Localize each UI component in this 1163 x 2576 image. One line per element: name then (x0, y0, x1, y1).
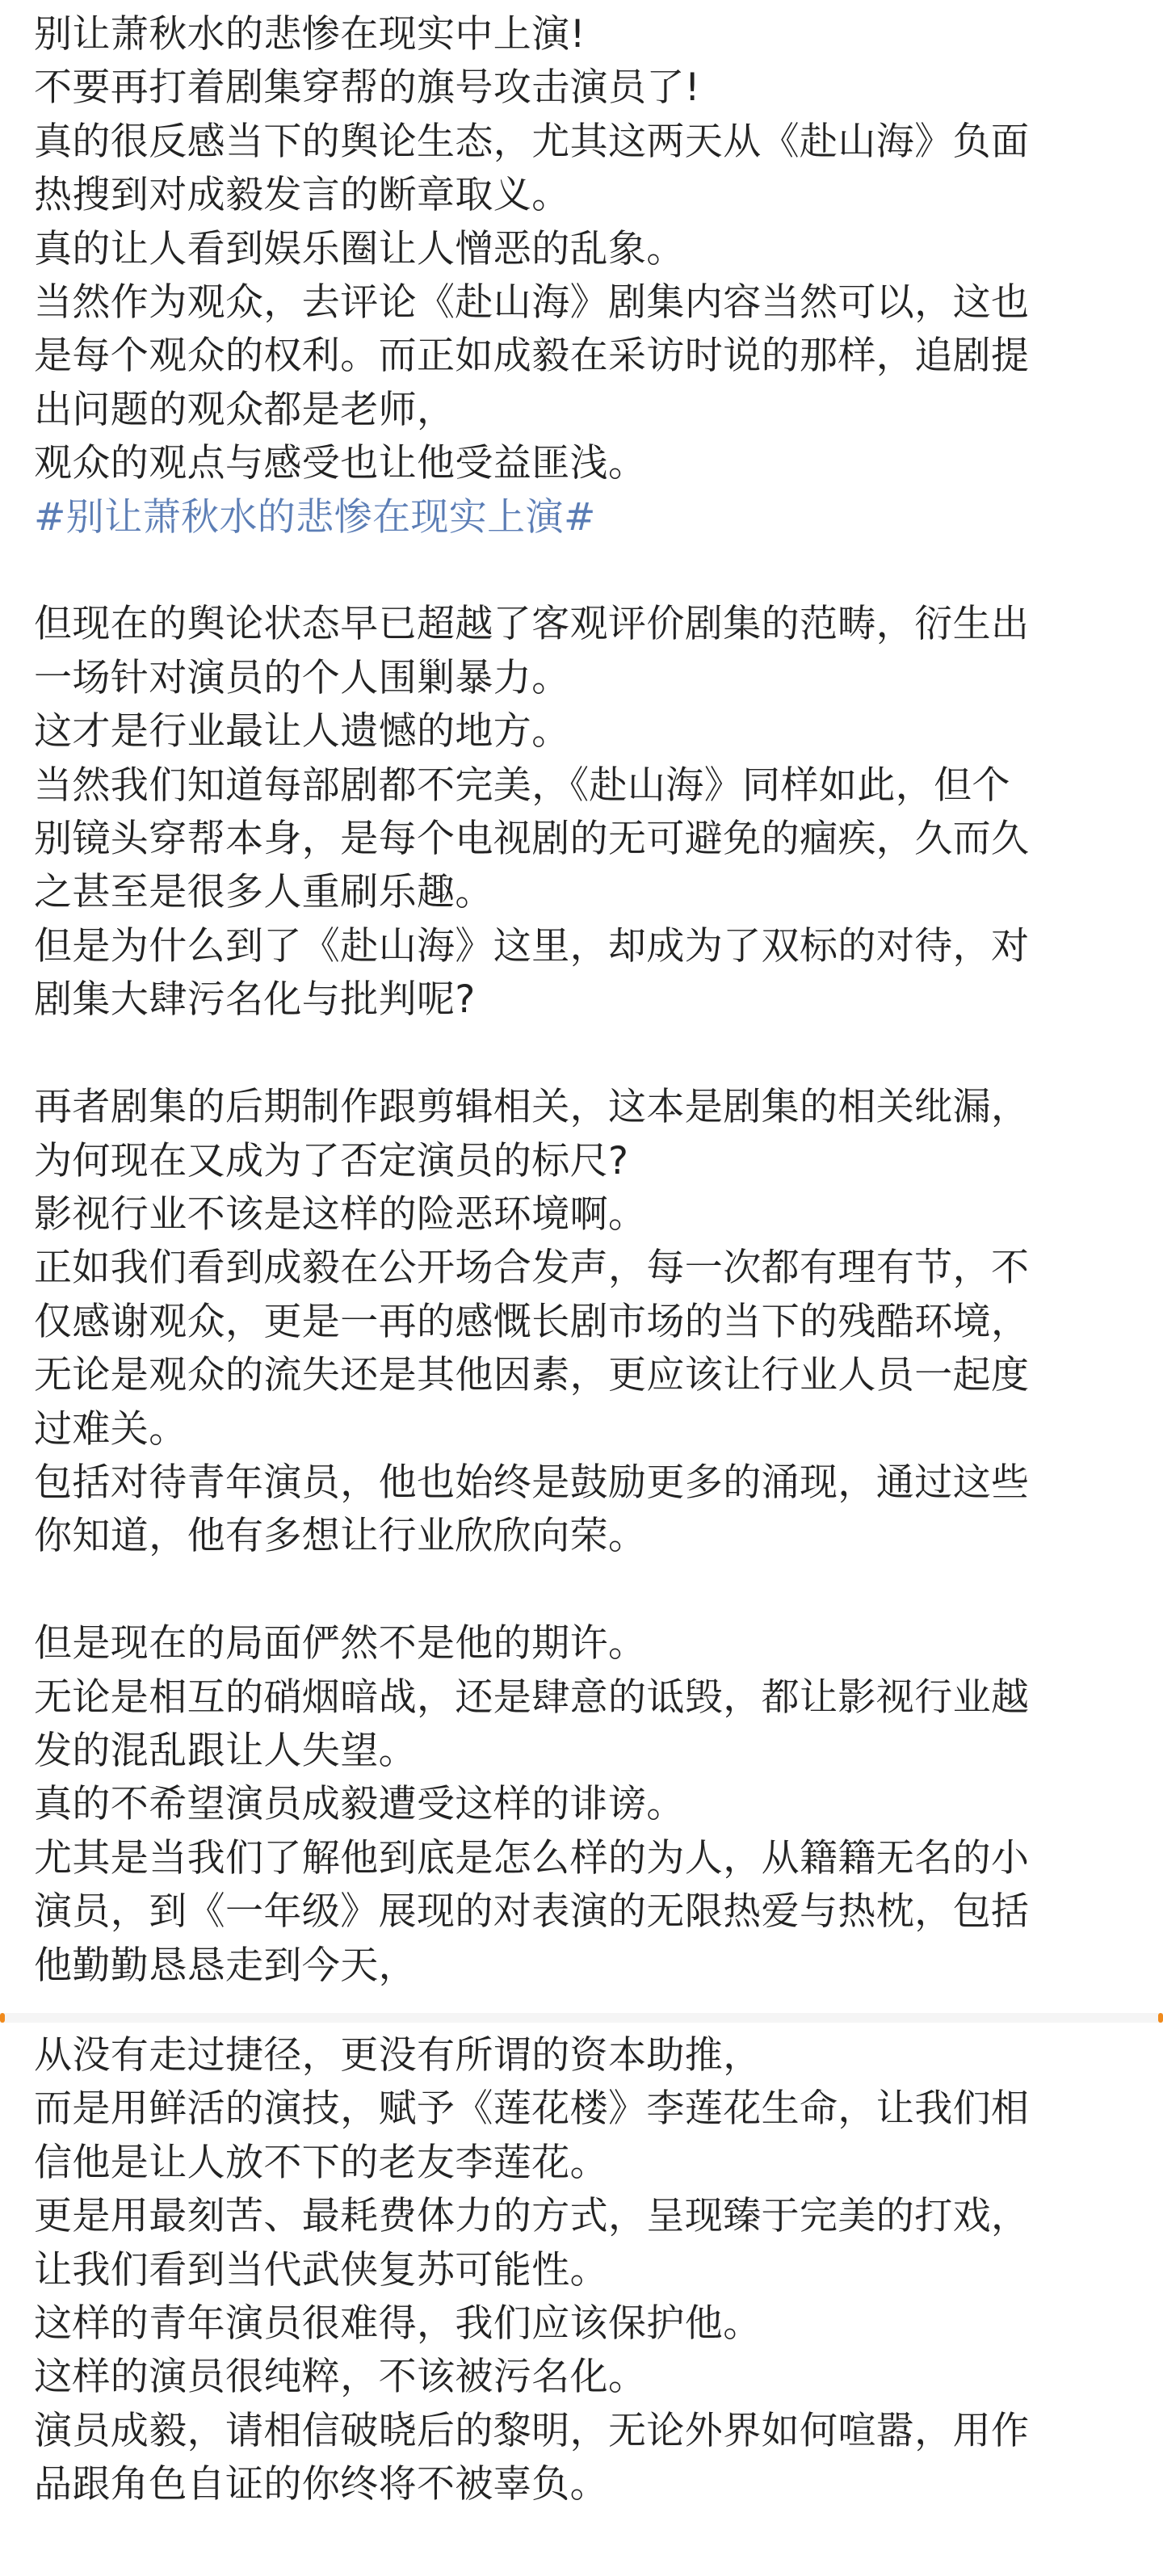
paragraph-gap (34, 1027, 1148, 1081)
paragraph-5 (34, 2029, 1148, 2512)
text-line: 品跟角色自证的你终将不被辜负。 (34, 2462, 608, 2507)
text-line: 但现在的舆论状态早已超越了客观评价剧集的范畴，衍生出 (34, 602, 1030, 647)
paragraph-gap (34, 544, 1148, 598)
text-line: 是每个观众的权利。而正如成毅在采访时说的那样，追剧提 (34, 334, 1030, 379)
text-line: 当然作为观众，去评论《赴山海》剧集内容当然可以，这也 (34, 280, 1030, 326)
text-line: 观众的观点与感受也让他受益匪浅。 (34, 441, 647, 486)
text-line: 演员，到《一年级》展现的对表演的无限热爱与热枕，包括 (34, 1889, 1030, 1935)
text-line: 这才是行业最让人遗憾的地方。 (34, 709, 570, 754)
text-line: 无论是相互的硝烟暗战，还是肆意的诋毁，都让影视行业越 (34, 1675, 1030, 1720)
text-line: 当然我们知道每部剧都不完美，《赴山海》同样如此，但个 (34, 763, 1010, 808)
text-line: 尤其是当我们了解他到底是怎么样的为人，从籍籍无名的小 (34, 1835, 1030, 1881)
text-line: 仅感谢观众，更是一再的感慨长剧市场的当下的残酷环境， (34, 1299, 1030, 1344)
post-body (34, 8, 1148, 1993)
paragraph-1 (34, 8, 1148, 544)
paragraph-2 (34, 598, 1148, 1027)
text-line: 之甚至是很多人重刷乐趣。 (34, 870, 493, 915)
image-divider (0, 2013, 1163, 2023)
text-line: 你知道，他有多想让行业欣欣向荣。 (34, 1514, 647, 1559)
text-line: 别镜头穿帮本身，是每个电视剧的无可避免的痼疾，久而久 (34, 817, 1030, 862)
text-line: 一场针对演员的个人围剿暴力。 (34, 655, 570, 700)
text-line: 发的混乱跟让人失望。 (34, 1728, 417, 1773)
text-line: 包括对待青年演员，他也始终是鼓励更多的涌现，通过这些 (34, 1460, 1030, 1505)
text-line: 为何现在又成为了否定演员的标尺? (34, 1138, 629, 1183)
text-line: 而是用鲜活的演技，赋予《莲花楼》李莲花生命，让我们相 (34, 2086, 1030, 2132)
text-line: 他勤勤恳恳走到今天， (34, 1943, 417, 1988)
text-line: 这样的青年演员很难得，我们应该保护他。 (34, 2301, 762, 2347)
paragraph-gap (34, 1564, 1148, 1617)
text-line: 真的很反感当下的舆论生态，尤其这两天从《赴山海》负面 (34, 119, 1030, 164)
text-line: 这样的演员很纯粹，不该被污名化。 (34, 2355, 647, 2400)
text-line: 过难关。 (34, 1406, 187, 1452)
paragraph-4 (34, 1617, 1148, 1993)
text-line: 信他是让人放不下的老友李莲花。 (34, 2140, 608, 2185)
text-line: 更是用最刻苦、最耗费体力的方式，呈现臻于完美的打戏， (34, 2194, 1030, 2239)
text-line: 再者剧集的后期制作跟剪辑相关，这本是剧集的相关纰漏， (34, 1085, 1030, 1130)
text-line: 出问题的观众都是老师， (34, 387, 456, 432)
text-line: 不要再打着剧集穿帮的旗号攻击演员了! (34, 65, 701, 111)
text-line: 但是为什么到了《赴山海》这里，却成为了双标的对待，对 (34, 923, 1030, 969)
text-line: 真的不希望演员成毅遭受这样的诽谤。 (34, 1782, 685, 1827)
text-line: 真的让人看到娱乐圈让人憎恶的乱象。 (34, 226, 685, 271)
text-line: 无论是观众的流失还是其他因素，更应该让行业人员一起度 (34, 1353, 1030, 1398)
post-body-continued (34, 2029, 1148, 2512)
text-line: 热搜到对成毅发言的断章取义。 (34, 173, 570, 218)
text-line: 演员成毅，请相信破晓后的黎明，无论外界如何喧嚣，用作 (34, 2408, 1030, 2453)
text-line: 影视行业不该是这样的险恶环境啊。 (34, 1191, 647, 1237)
text-line: 让我们看到当代武侠复苏可能性。 (34, 2247, 608, 2292)
hashtag-link[interactable]: #别让萧秋水的悲惨在现实上演# (34, 494, 596, 540)
text-line: 别让萧秋水的悲惨在现实中上演! (34, 12, 586, 57)
text-line: 剧集大肆污名化与批判呢? (34, 977, 476, 1023)
text-line: 但是现在的局面俨然不是他的期许。 (34, 1621, 647, 1666)
text-line: 从没有走过捷径，更没有所谓的资本助推， (34, 2033, 762, 2078)
text-line: 正如我们看到成毅在公开场合发声，每一次都有理有节，不 (34, 1246, 1030, 1291)
paragraph-3 (34, 1081, 1148, 1564)
